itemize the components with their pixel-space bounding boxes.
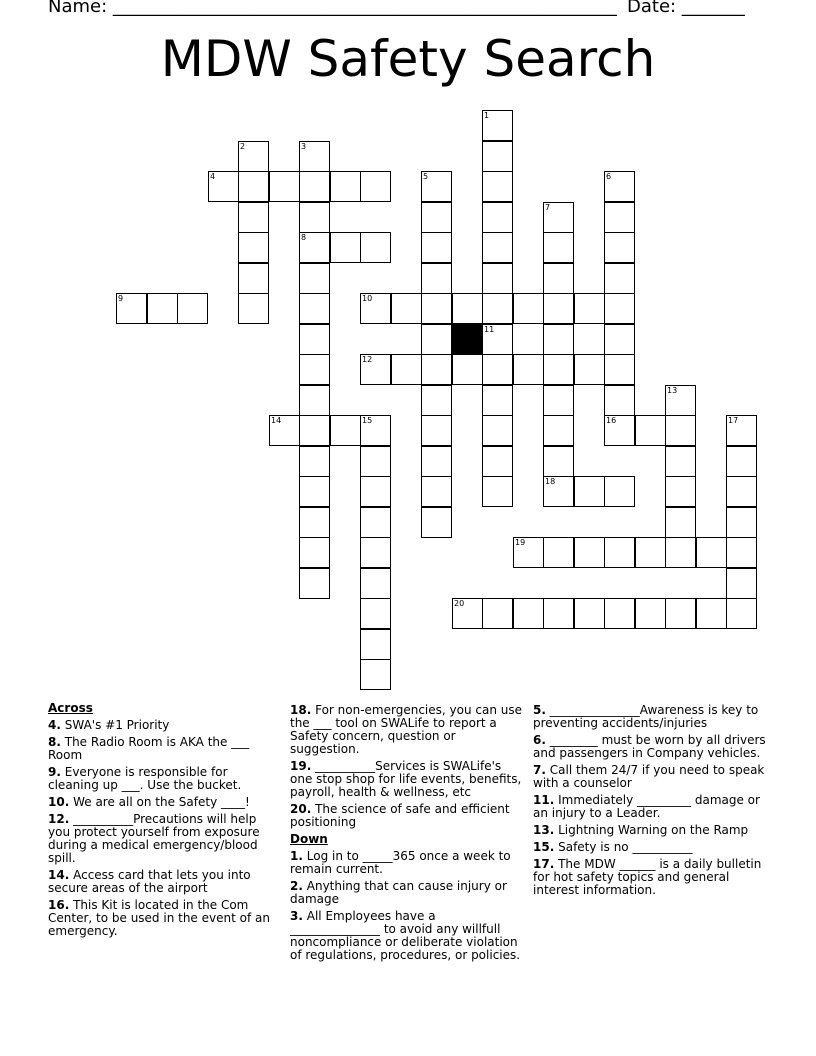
clue-number: 16	[606, 416, 617, 425]
grid-cell[interactable]	[360, 476, 391, 507]
grid-cell[interactable]	[665, 598, 696, 629]
grid-cell[interactable]	[543, 446, 574, 477]
clue-item	[290, 760, 522, 799]
grid-cell[interactable]	[604, 293, 635, 324]
grid-cell[interactable]	[604, 415, 635, 446]
grid-cell[interactable]	[360, 415, 391, 446]
clue-number: 17	[728, 416, 739, 425]
grid-cell[interactable]	[665, 446, 696, 477]
clue-item	[48, 869, 273, 895]
grid-cell[interactable]	[543, 354, 574, 385]
clue-number: 5	[423, 172, 429, 181]
grid-cell[interactable]	[574, 476, 605, 507]
clue-text: ________ must be worn by all drivers and passengers in Company vehicles.	[533, 733, 766, 760]
grid-cell[interactable]	[513, 598, 544, 629]
clue-number: 8	[301, 233, 307, 242]
clue-number: 18	[545, 477, 556, 486]
grid-cell[interactable]	[574, 537, 605, 568]
clue-item	[48, 766, 273, 792]
clue-number-label: 10.	[48, 795, 70, 809]
clue-number-label: 7.	[533, 763, 546, 777]
clue-item	[48, 813, 273, 865]
grid-cell[interactable]	[452, 598, 483, 629]
grid-cell[interactable]	[452, 354, 483, 385]
grid-cell[interactable]	[482, 354, 513, 385]
grid-cell[interactable]	[330, 171, 361, 202]
clue-number-label: 6.	[533, 733, 546, 747]
clue-number: 15	[362, 416, 373, 425]
clue-number-label: 9.	[48, 765, 61, 779]
clue-number-label: 2.	[290, 879, 303, 893]
clue-number: 11	[484, 325, 495, 334]
clue-number-label: 1.	[290, 849, 303, 863]
grid-cell[interactable]	[299, 232, 330, 263]
grid-cell[interactable]	[726, 476, 757, 507]
clue-text: Call them 24/7 if you need to speak with a counselor	[533, 763, 765, 790]
grid-cell[interactable]	[330, 415, 361, 446]
clue-number-label: 18.	[290, 703, 312, 717]
page-title: MDW Safety Search	[160, 30, 656, 88]
down-heading: Down	[290, 832, 328, 846]
clue-number: 20	[454, 599, 465, 608]
clue-number-label: 12.	[48, 812, 70, 826]
clue-text: All Employees have a _______________ to avoid any willfull noncompliance or deliberate violation of regulations, procedures, or policies.	[290, 909, 521, 962]
grid-cell[interactable]	[238, 171, 269, 202]
clue-number-label: 19.	[290, 759, 312, 773]
grid-cell[interactable]	[513, 293, 544, 324]
grid-cell[interactable]	[604, 476, 635, 507]
grid-cell[interactable]	[543, 263, 574, 294]
clue-item	[48, 736, 273, 762]
grid-cell[interactable]	[238, 293, 269, 324]
grid-cell[interactable]	[360, 171, 391, 202]
clue-text: Log in to _____365 once a week to remain current.	[290, 849, 511, 876]
grid-cell[interactable]	[208, 171, 239, 202]
grid-cell[interactable]	[726, 598, 757, 629]
clues-column-3	[533, 700, 768, 897]
clue-text: Safety is no __________	[558, 840, 693, 854]
grid-cell[interactable]	[726, 446, 757, 477]
across-heading: Across	[48, 701, 93, 715]
grid-cell[interactable]	[116, 293, 147, 324]
name-field[interactable]: Name: ________________________________________________________	[48, 0, 617, 17]
grid-cell[interactable]	[421, 263, 452, 294]
clue-number-label: 3.	[290, 909, 303, 923]
grid-cell[interactable]	[360, 507, 391, 538]
grid-cell[interactable]	[482, 141, 513, 172]
clue-number: 4	[210, 172, 216, 181]
clue-item	[533, 794, 768, 820]
grid-cell[interactable]	[482, 598, 513, 629]
clue-item	[290, 704, 522, 756]
grid-cell[interactable]	[238, 202, 269, 233]
grid-cell[interactable]	[421, 171, 452, 202]
grid-cell[interactable]	[360, 354, 391, 385]
clue-number-label: 20.	[290, 802, 312, 816]
grid-cell[interactable]	[421, 507, 452, 538]
grid-cell[interactable]	[147, 293, 178, 324]
grid-cell[interactable]	[696, 537, 727, 568]
grid-cell[interactable]	[299, 385, 330, 416]
clue-number-label: 16.	[48, 898, 70, 912]
clue-number: 10	[362, 294, 373, 303]
clue-text: Access card that lets you into secure areas of the airport	[48, 868, 251, 895]
clue-number: 1	[484, 111, 490, 120]
grid-cell[interactable]	[574, 598, 605, 629]
grid-cell[interactable]	[391, 293, 422, 324]
grid-cell[interactable]	[421, 293, 452, 324]
grid-cell[interactable]	[604, 171, 635, 202]
clue-item	[533, 734, 768, 760]
grid-cell[interactable]	[421, 202, 452, 233]
clue-item	[48, 899, 273, 938]
grid-cell[interactable]	[177, 293, 208, 324]
grid-cell[interactable]	[665, 537, 696, 568]
grid-cell[interactable]	[543, 324, 574, 355]
clue-number-label: 8.	[48, 735, 61, 749]
grid-cell[interactable]	[299, 141, 330, 172]
clue-item	[290, 803, 522, 829]
grid-cell[interactable]	[482, 385, 513, 416]
grid-cell[interactable]	[421, 232, 452, 263]
grid-cell[interactable]	[513, 537, 544, 568]
clue-text: Immediately _________ damage or an injury to a Leader.	[533, 793, 760, 820]
clue-text: Lightning Warning on the Ramp	[558, 823, 749, 837]
clue-item	[48, 796, 273, 809]
clues-column-2	[290, 700, 522, 962]
clue-text: __________Services is SWALife's one stop shop for life events, benefits, payroll, health & wellness, etc	[290, 759, 522, 799]
grid-cell[interactable]	[299, 568, 330, 599]
grid-cell[interactable]	[299, 354, 330, 385]
clue-number: 14	[271, 416, 282, 425]
grid-cell[interactable]	[360, 629, 391, 660]
grid-cell[interactable]	[543, 293, 574, 324]
grid-cell[interactable]	[604, 537, 635, 568]
grid-cell[interactable]	[299, 324, 330, 355]
date-field[interactable]: Date: _______	[627, 0, 745, 17]
clue-text: This Kit is located in the Com Center, to be used in the event of an emergency.	[48, 898, 270, 938]
grid-cell[interactable]	[421, 324, 452, 355]
grid-cell[interactable]	[665, 385, 696, 416]
grid-cell[interactable]	[604, 202, 635, 233]
clue-number-label: 17.	[533, 857, 555, 871]
grid-cell[interactable]	[543, 598, 574, 629]
clue-number: 19	[515, 538, 526, 547]
clue-text: __________Precautions will help you protect yourself from exposure during a medical emergency/blood spill.	[48, 812, 260, 865]
clue-text: The Radio Room is AKA the ___ Room	[48, 735, 250, 762]
grid-cell[interactable]	[482, 415, 513, 446]
grid-cell[interactable]	[482, 263, 513, 294]
grid-cell[interactable]	[421, 385, 452, 416]
grid-cell[interactable]	[299, 171, 330, 202]
grid-cell[interactable]	[696, 598, 727, 629]
grid-cell[interactable]	[269, 171, 300, 202]
clue-text: Anything that can cause injury or damage	[290, 879, 507, 906]
grid-cell[interactable]	[543, 415, 574, 446]
grid-cell[interactable]	[299, 476, 330, 507]
clue-item	[290, 850, 522, 876]
clue-number: 13	[667, 386, 678, 395]
grid-cell[interactable]	[665, 476, 696, 507]
clue-number: 3	[301, 142, 307, 151]
clues-column-1	[48, 700, 273, 938]
grid-cell[interactable]	[360, 446, 391, 477]
black-cell	[452, 324, 483, 355]
grid-cell[interactable]	[635, 537, 666, 568]
grid-cell[interactable]	[635, 415, 666, 446]
clue-item	[533, 824, 768, 837]
grid-cell[interactable]	[482, 293, 513, 324]
clue-item	[533, 841, 768, 854]
grid-cell[interactable]	[543, 537, 574, 568]
grid-cell[interactable]	[604, 598, 635, 629]
clue-text: For non-emergencies, you can use the ___ tool on SWALife to report a Safety concern, question or suggestion.	[290, 703, 522, 756]
grid-cell[interactable]	[543, 385, 574, 416]
grid-cell[interactable]	[360, 598, 391, 629]
grid-cell[interactable]	[604, 385, 635, 416]
grid-cell[interactable]	[452, 293, 483, 324]
grid-cell[interactable]	[421, 415, 452, 446]
clue-text: SWA's #1 Priority	[64, 718, 170, 732]
grid-cell[interactable]	[360, 537, 391, 568]
grid-cell[interactable]	[543, 476, 574, 507]
grid-cell[interactable]	[299, 507, 330, 538]
grid-cell[interactable]	[726, 568, 757, 599]
grid-cell[interactable]	[604, 354, 635, 385]
clue-item	[48, 719, 273, 732]
clue-text: _______________Awareness is key to preventing accidents/injuries	[533, 703, 759, 730]
grid-cell[interactable]	[421, 354, 452, 385]
grid-cell[interactable]	[543, 232, 574, 263]
grid-cell[interactable]	[574, 354, 605, 385]
clue-text: We are all on the Safety ____!	[73, 795, 250, 809]
grid-cell[interactable]	[604, 324, 635, 355]
grid-cell[interactable]	[299, 537, 330, 568]
grid-cell[interactable]	[665, 415, 696, 446]
grid-cell[interactable]	[299, 202, 330, 233]
grid-cell[interactable]	[391, 354, 422, 385]
grid-cell[interactable]	[604, 263, 635, 294]
grid-cell[interactable]	[482, 232, 513, 263]
clue-number-label: 4.	[48, 718, 61, 732]
clue-number: 7	[545, 203, 551, 212]
clue-number-label: 13.	[533, 823, 555, 837]
grid-cell[interactable]	[574, 293, 605, 324]
grid-cell[interactable]	[726, 415, 757, 446]
grid-cell[interactable]	[635, 598, 666, 629]
clue-number: 12	[362, 355, 373, 364]
grid-cell[interactable]	[421, 446, 452, 477]
clue-text: The MDW ______ is a daily bulletin for hot safety topics and general interest information.	[533, 857, 762, 897]
clue-item	[290, 910, 522, 962]
clue-number: 9	[118, 294, 124, 303]
grid-cell[interactable]	[238, 232, 269, 263]
grid-cell[interactable]	[299, 293, 330, 324]
grid-cell[interactable]	[482, 110, 513, 141]
grid-cell[interactable]	[604, 232, 635, 263]
grid-cell[interactable]	[238, 141, 269, 172]
clue-item	[533, 858, 768, 897]
clue-item	[290, 880, 522, 906]
clue-number: 6	[606, 172, 612, 181]
grid-cell[interactable]	[360, 232, 391, 263]
grid-cell[interactable]	[726, 507, 757, 538]
clue-number-label: 14.	[48, 868, 70, 882]
grid-cell[interactable]	[360, 293, 391, 324]
clue-item	[533, 764, 768, 790]
clue-number-label: 15.	[533, 840, 555, 854]
grid-cell[interactable]	[665, 507, 696, 538]
grid-cell[interactable]	[482, 202, 513, 233]
grid-cell[interactable]	[299, 415, 330, 446]
grid-cell[interactable]	[330, 232, 361, 263]
grid-cell[interactable]	[360, 659, 391, 690]
clue-number-label: 5.	[533, 703, 546, 717]
clue-text: The science of safe and efficient positioning	[290, 802, 510, 829]
grid-cell[interactable]	[513, 354, 544, 385]
clue-text: Everyone is responsible for cleaning up ___. Use the bucket.	[48, 765, 242, 792]
clue-item	[533, 704, 768, 730]
grid-cell[interactable]	[299, 446, 330, 477]
grid-cell[interactable]	[269, 415, 300, 446]
grid-cell[interactable]	[299, 263, 330, 294]
grid-cell[interactable]	[726, 537, 757, 568]
grid-cell[interactable]	[360, 568, 391, 599]
grid-cell[interactable]	[482, 476, 513, 507]
grid-cell[interactable]	[482, 171, 513, 202]
grid-cell[interactable]	[543, 202, 574, 233]
clue-number: 2	[240, 142, 246, 151]
clue-number-label: 11.	[533, 793, 555, 807]
grid-cell[interactable]	[482, 446, 513, 477]
grid-cell[interactable]	[482, 324, 513, 355]
grid-cell[interactable]	[421, 476, 452, 507]
grid-cell[interactable]	[238, 263, 269, 294]
